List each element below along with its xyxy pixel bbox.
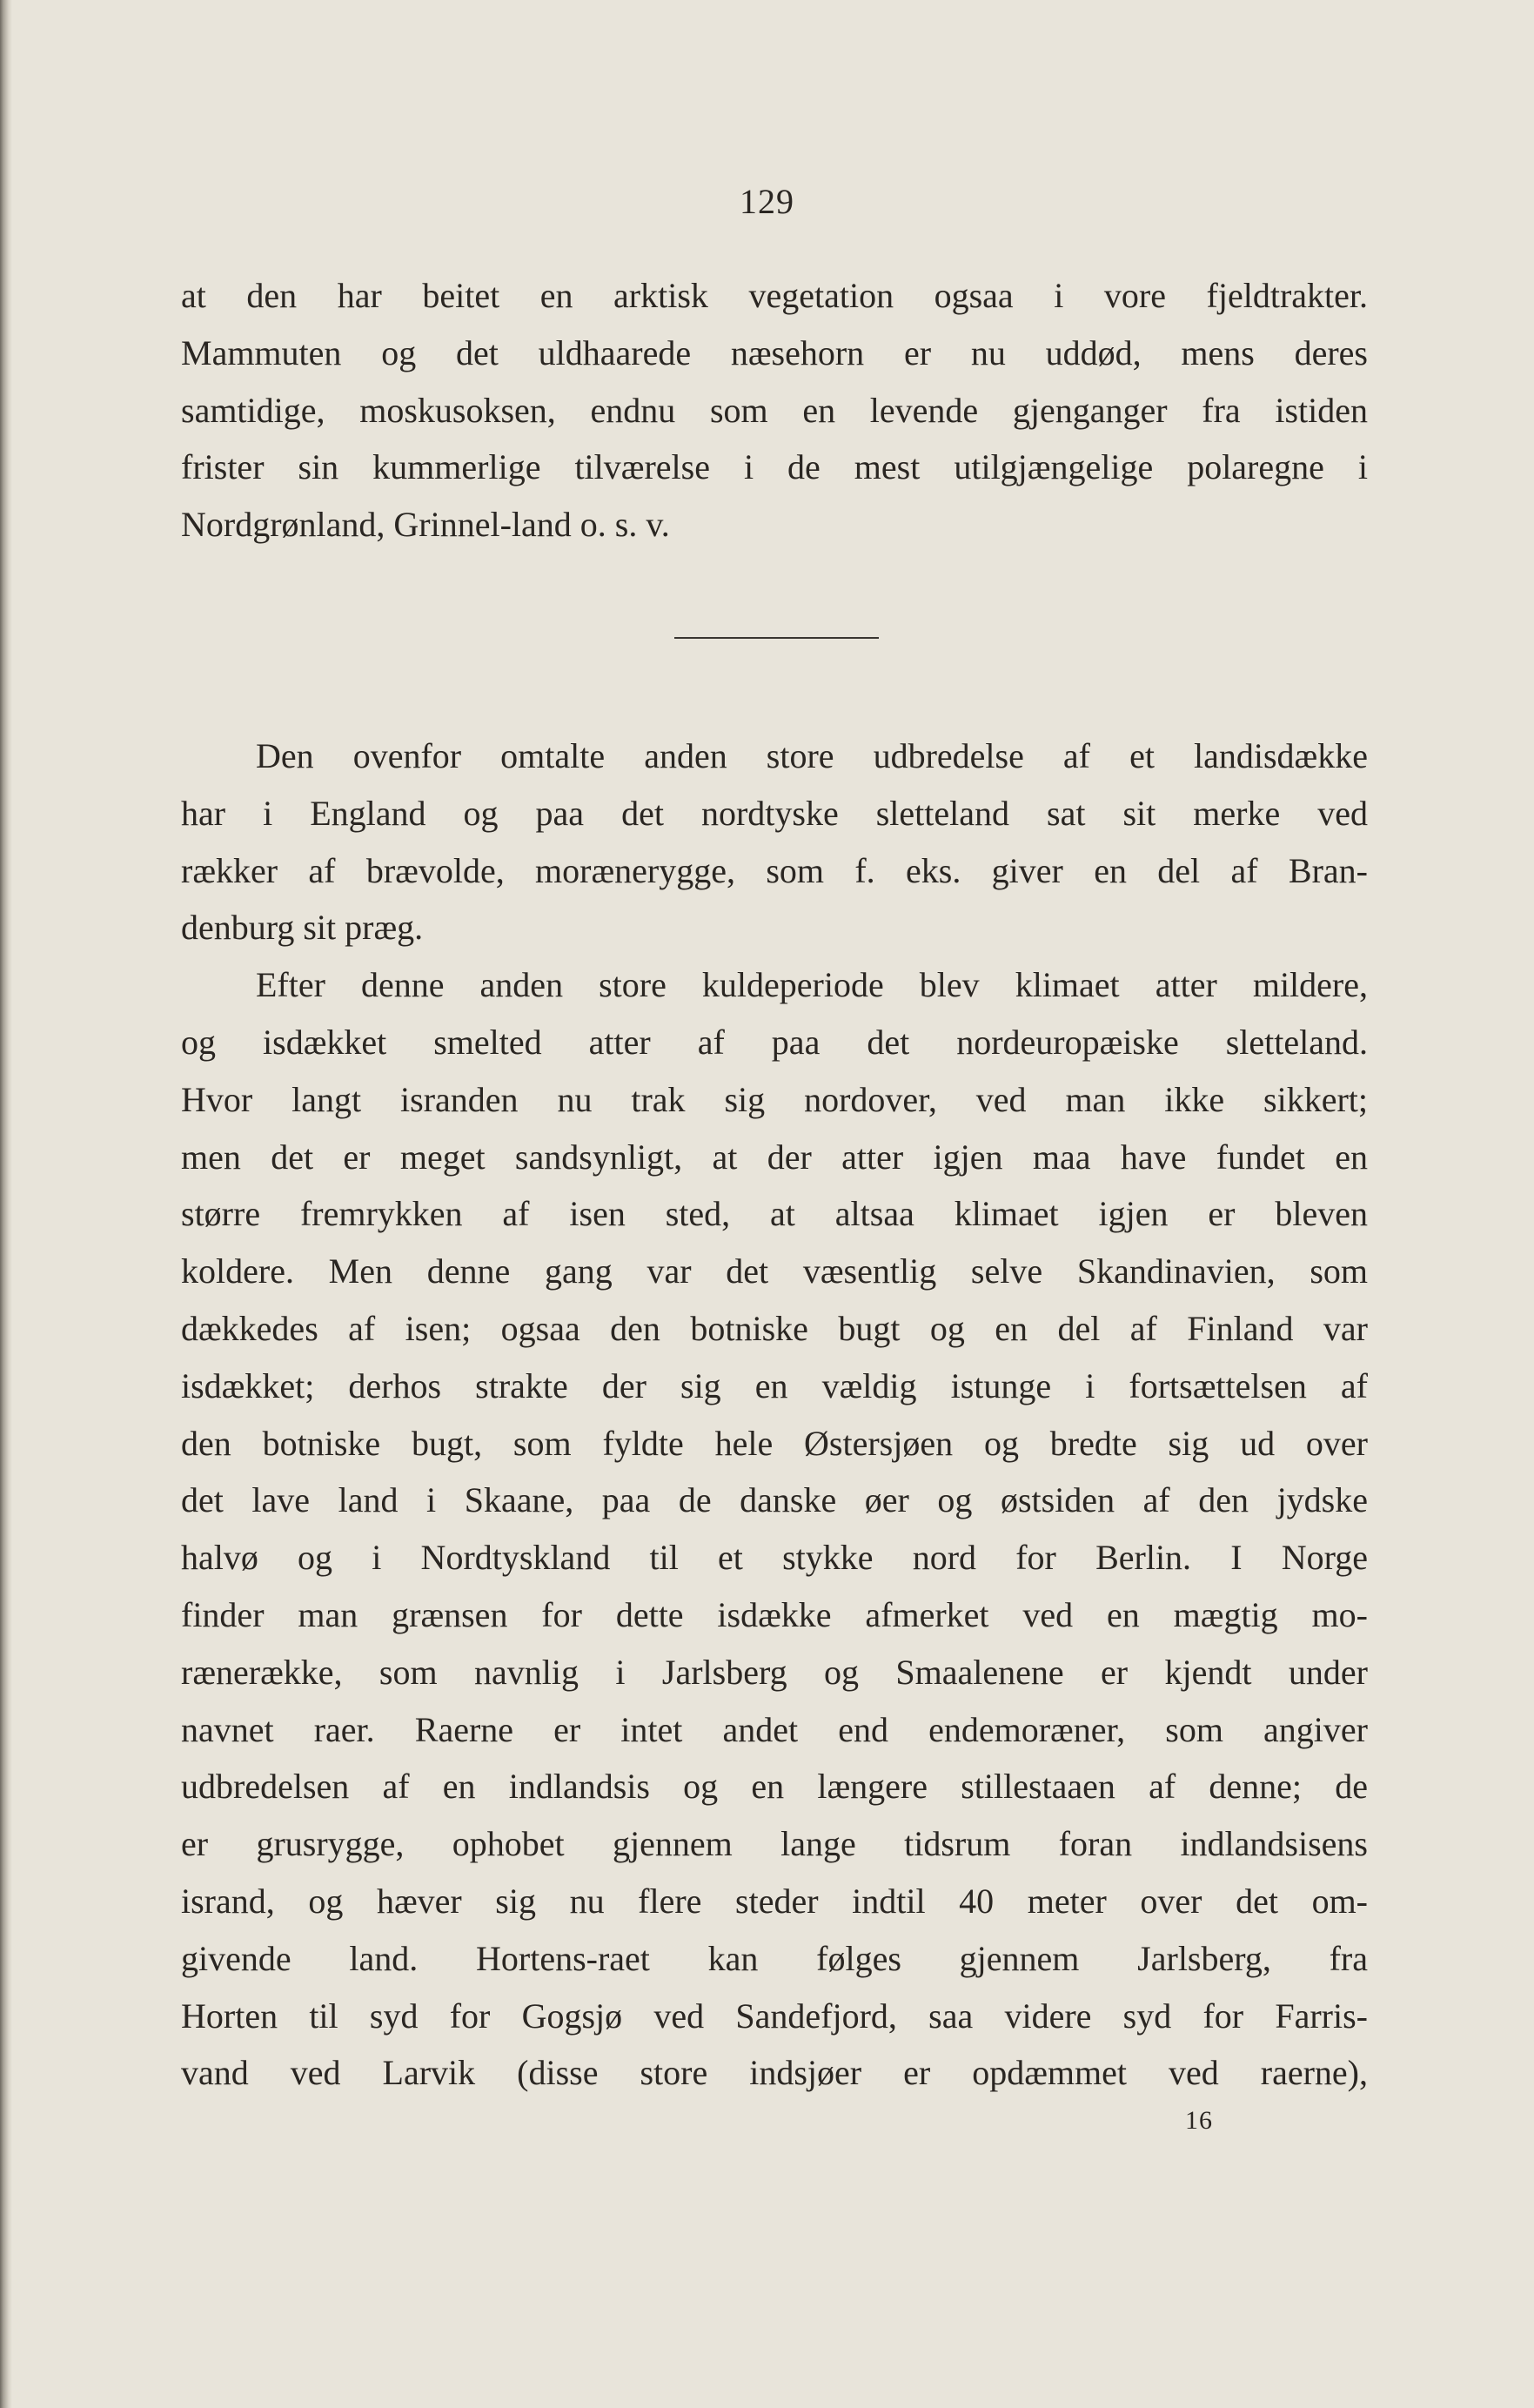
paragraph-2-and-3 <box>181 728 1368 2102</box>
text-line: finder man grænsen for dette isdække afmerket ved en mægtig mo- <box>181 1594 1368 1634</box>
text-line: halvø og i Nordtyskland til et stykke nord for Berlin. I Norge <box>181 1538 1368 1578</box>
text-line: denburg sit præg. <box>181 908 424 948</box>
text-line: Hvor langt isranden nu trak sig nordover, ved man ikke sikkert; <box>181 1079 1368 1119</box>
text-line: Nordgrønland, Grinnel-land o. s. v. <box>181 505 670 545</box>
text-line: frister sin kummerlige tilværelse i de mest utilgjængelige polaregne i <box>181 447 1368 487</box>
text-line: udbredelsen af en indlandsis og en længere stillestaaen af denne; de <box>181 1767 1368 1807</box>
page-number: 129 <box>740 182 794 221</box>
text-line: større fremrykken af isen sted, at altsaa klimaet igjen er bleven <box>181 1194 1368 1234</box>
text-line: rækker af brævolde, moræneryggе, som f. eks. giver en del af Bran- <box>181 850 1368 890</box>
text-line: navnet raer. Raerne er intet andet end endemoræner, som angiver <box>181 1709 1368 1749</box>
section-divider <box>674 637 879 639</box>
text-line: Horten til syd for Gogsjø ved Sandefjord, saa videre syd for Farris- <box>181 1995 1368 2036</box>
text-line: koldere. Men denne gang var det væsentlig selve Skandinavien, som <box>181 1251 1368 1291</box>
text-line: det lave land i Skaane, paa de danske øer og østsiden af den jydske <box>181 1480 1368 1520</box>
signature-mark: 16 <box>1185 2106 1213 2135</box>
text-line: rænerække, som navnlig i Jarlsberg og Smaalenene er kjendt under <box>181 1652 1368 1692</box>
text-line: at den har beitet en arktisk vegetation ogsaa i vore fjeldtrakter. <box>181 276 1368 315</box>
text-line: dækkedes af isen; ogsaa den botniske bugt og en del af Finland var <box>181 1308 1368 1348</box>
text-line: Efter denne anden store kuldeperiode blev klimaet atter mildere, <box>256 965 1368 1005</box>
text-line: men det er meget sandsynligt, at der atter igjen maa have fundet en <box>181 1137 1368 1177</box>
text-line: har i England og paa det nordtyske sletteland sat sit merke ved <box>181 793 1368 833</box>
text-line: isrand, og hæver sig nu flere steder indtil 40 meter over det om- <box>181 1881 1368 1921</box>
text-line: den botniske bugt, som fyldte hele Østersjøen og bredte sig ud over <box>181 1423 1368 1463</box>
text-line: Mammuten og det uldhaarede næsehorn er nu uddød, mens deres <box>181 332 1368 372</box>
text-line: givende land. Hortens-raet kan følges gjennem Jarlsberg, fra <box>181 1938 1368 1978</box>
paragraph-1 <box>181 267 1368 553</box>
page-left-edge <box>0 0 12 2408</box>
text-line: og isdækket smelted atter af paa det nordeuropæiske sletteland. <box>181 1022 1368 1062</box>
text-line: isdækket; derhos strakte der sig en vældig istunge i fortsættelsen af <box>181 1365 1368 1405</box>
text-line: er grusrygge, ophobet gjennem lange tidsrum foran indlandsisens <box>181 1824 1368 1864</box>
text-line: Den ovenfor omtalte anden store udbredelse af et landisdække <box>256 736 1368 775</box>
text-line: samtidige, moskusoksen, endnu som en levende gjenganger fra istiden <box>181 390 1368 430</box>
text-line: vand ved Larvik (disse store indsjøer er opdæmmet ved raerne), <box>181 2053 1368 2093</box>
